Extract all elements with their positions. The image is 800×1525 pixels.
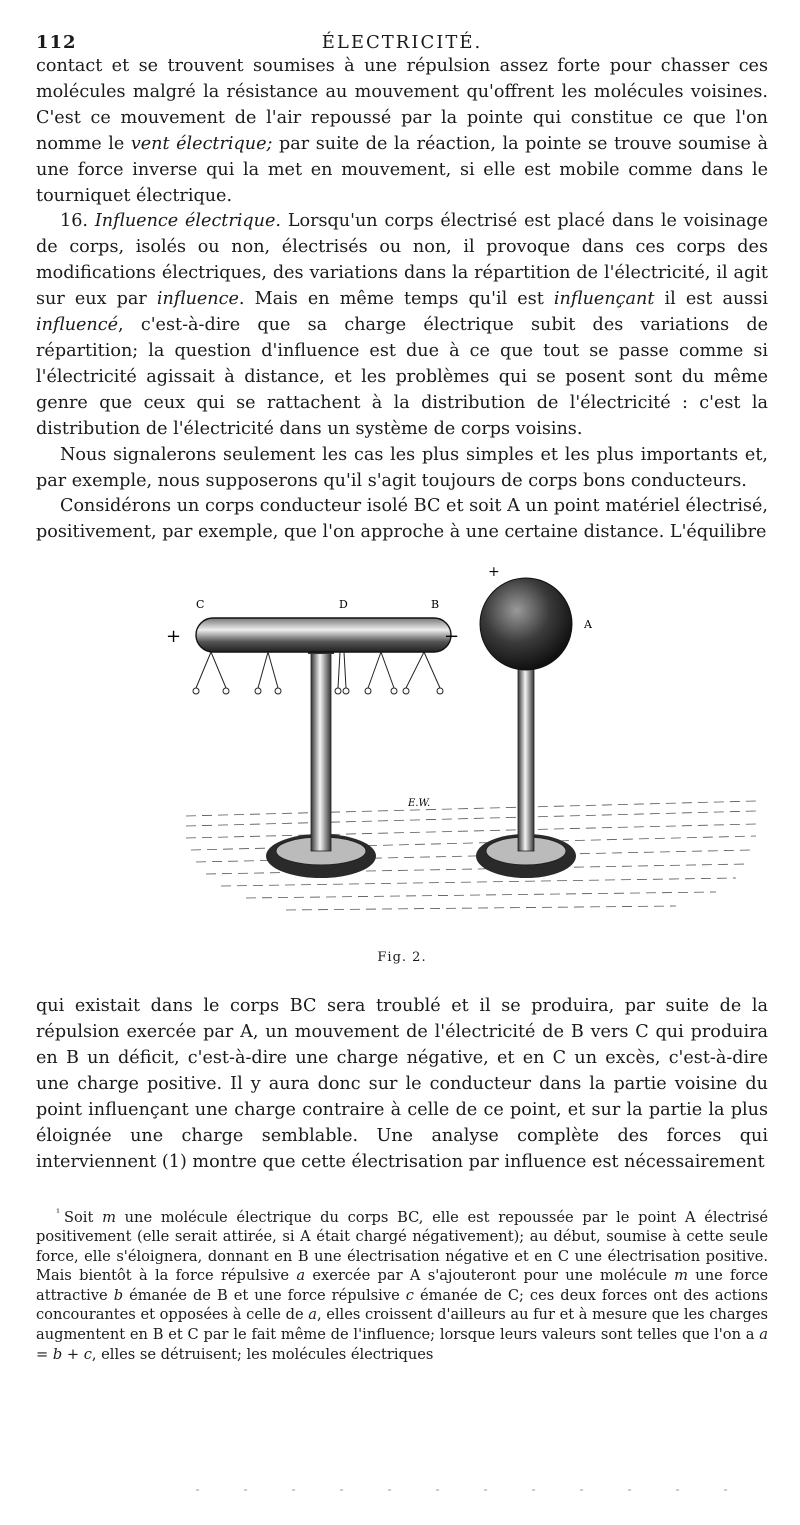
page-header [36, 28, 768, 54]
page-number: 112 [36, 32, 77, 53]
main-text-continued [36, 994, 768, 1175]
footnote: $^{^1}$ Soit m une molécule électrique du corps BC, elle est repoussée par le point A électrisé positivement (elle serait attirée, si A était chargé négativement); au début, soumise à cette seule force, elle s'éloignera, donnant en B une électrisation négative et en C une électrisation positive. Mais bientôt à la force répulsive a exercée par A s'ajouteront pour une molécule m une force attractive b émanée de B et une force répulsive c émanée de C; ces deux forces ont des actions concourantes et opposées à celle de a, elles croissent d'ailleurs au fur et à mesure que les charges augmentent en B et C par le fait même de l'influence; lorsque leurs valeurs sont telles que l'on a a = b + c, elles se détruisent; les molécules électriques [36, 1207, 769, 1363]
label-b: B [431, 598, 440, 612]
paragraph-cas-simples: Nous signalerons seulement les cas les plus simples et les plus importants et, par exemple, nous supposerons qu'il s'agit toujours de corps bons conducteurs. [36, 444, 768, 491]
main-text [36, 54, 768, 546]
conductor-cylinder-bc [196, 618, 451, 652]
left-insulating-column [311, 646, 331, 851]
bottom-scan-noise [196, 1488, 756, 1492]
section-16-paragraph: 16. Influence électrique. Lorsqu'un corps électrisé est placé dans le voisinage de corps, isolés ou non, électrisés ou non, il provoque dans ces corps des modifications électriques, des variations dans la répartition de l'électricité, il agit sur eux par influence. Mais en même temps qu'il est influençant il est aussi influencé, c'est-à-dire que sa charge électrique subit des variations de répartition; la question d'influence est due à ce que tout se passe comme si l'électricité agissait à distance, et les problèmes qui se posent sont du même genre que ceux qui se rattachent à la distribution de l'électricité : c'est la distribution de l'électricité dans un système de corps voisins. [36, 211, 768, 439]
label-d: D [339, 598, 348, 612]
equation: a = b + c [36, 1325, 768, 1363]
plus-sign-sphere: + [488, 564, 500, 581]
label-c: C [196, 598, 205, 612]
paragraph-trouble: qui existait dans le corps BC sera troublé et il se produira, par suite de la répulsion exercée par A, un mouvement de l'électricité de B vers C qui produira en B un déficit, c'est-à-dire une charge négative, et en C un excès, c'est-à-dire une charge positive. Il y aura donc sur le conducteur dans la partie voisine du point influençant une charge contraire à celle de ce point, et sur la partie la plus éloignée une charge semblable. Une analyse complète des forces qui interviennent (1) montre que cette électrisation par influence est nécessairement [36, 996, 768, 1172]
engraving-illustration [36, 556, 768, 946]
engraver-signature: E.W. [408, 798, 431, 810]
section-title: Influence électrique. [94, 211, 281, 232]
footnote-mark: ¹ [56, 1207, 61, 1219]
paragraph-considerons: Considérons un corps conducteur isolé BC et soit A un point matériel électrisé, positivement, par exemple, que l'on approche à une certaine distance. L'équilibre [36, 496, 768, 543]
figure-influence-apparatus [36, 556, 768, 946]
running-title: ÉLECTRICITÉ. [321, 32, 483, 53]
term-vent-electrique: vent électrique; [130, 133, 273, 154]
minus-sign: − [444, 626, 460, 648]
paragraph-vent-electrique: contact et se trouvent soumises à une répulsion assez forte pour chasser ces molécules malgré la résistance au mouvement qu'offrent les molécules voisines. C'est ce mouvement de l'air repoussé par la pointe qui constitue ce que l'on nomme le vent électrique; par suite de la réaction, la pointe se trouve soumise à une force inverse qui la met en mouvement, si elle est mobile comme dans le tourniquet électrique. [36, 56, 768, 206]
plus-sign-left: + [166, 626, 182, 648]
figure-caption: Fig. 2. [377, 950, 427, 966]
section-number: 16. [60, 211, 88, 232]
right-insulating-column [518, 666, 534, 851]
charged-sphere-a [480, 578, 572, 670]
document-page [36, 28, 768, 1364]
label-a: A [584, 618, 592, 632]
